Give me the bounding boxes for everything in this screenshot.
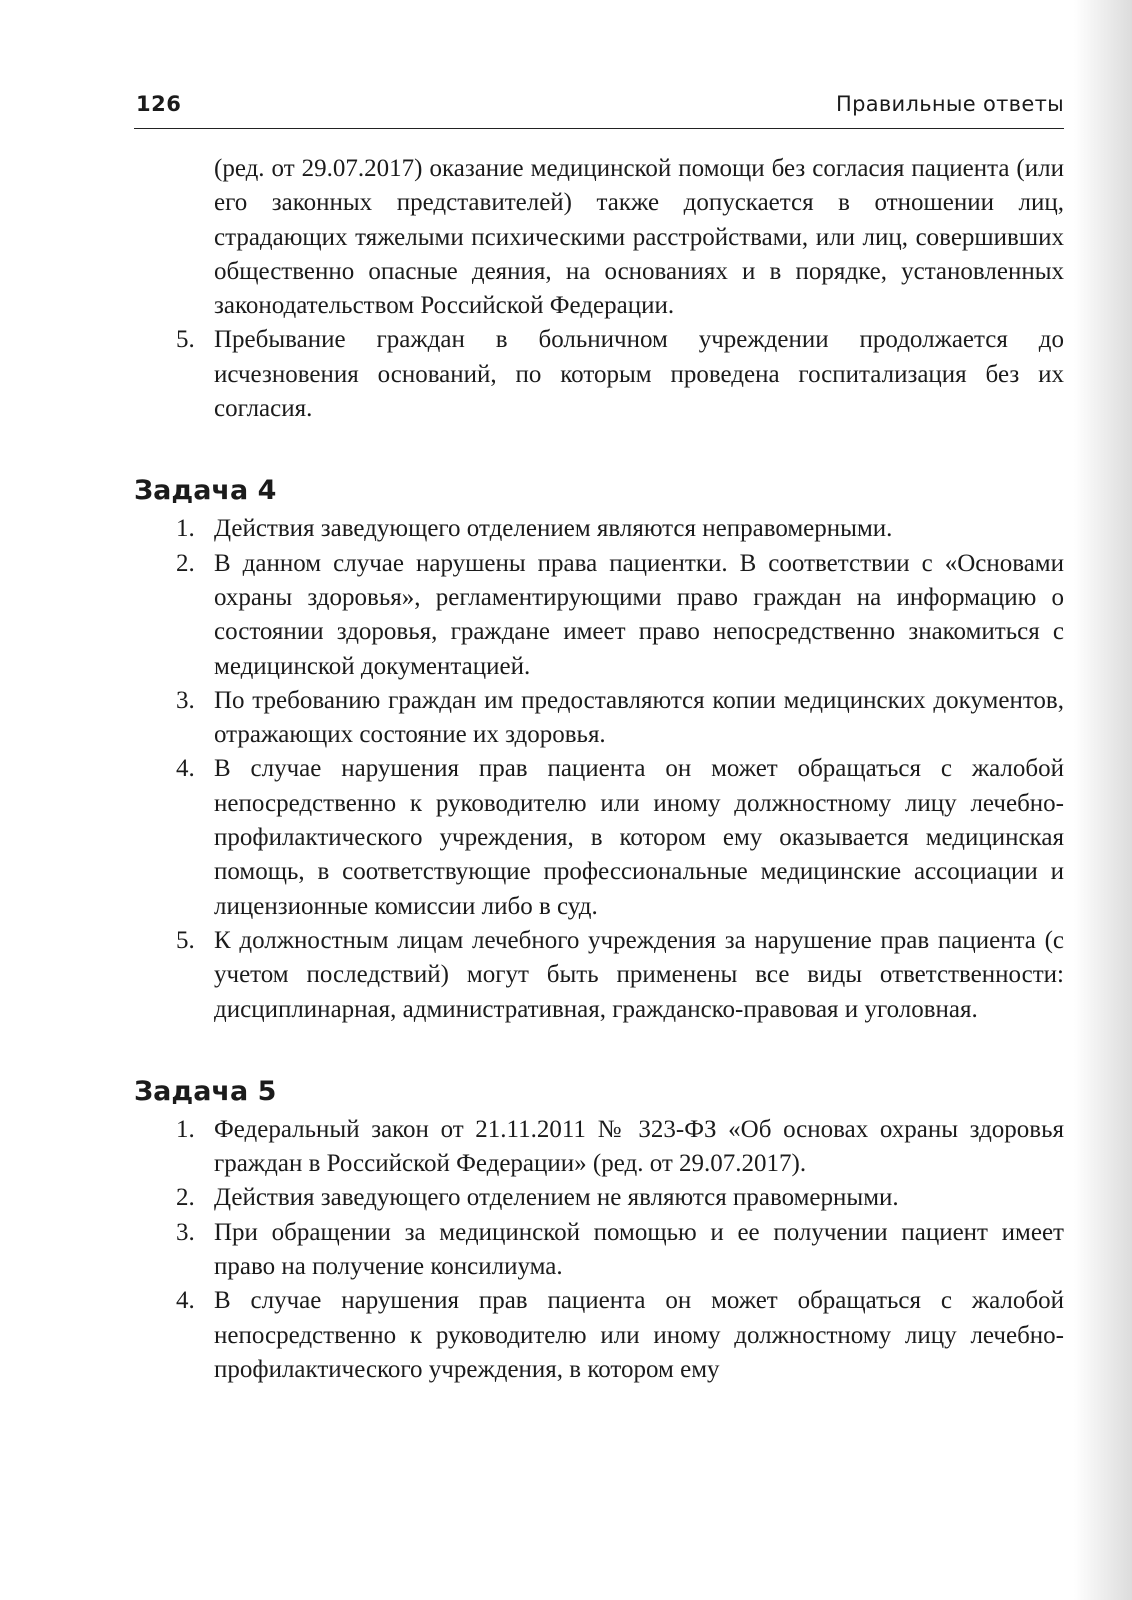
page-edge-shadow — [1074, 0, 1132, 1600]
header-rule — [134, 128, 1064, 129]
list-item — [134, 323, 1064, 426]
item-text: В случае нарушения прав пациента он может обращаться с жалобой непосредственно к руководителю или иному должностному лицу лечебно-профилактического учреждения, в котором ему — [214, 1287, 1064, 1383]
item-text: В случае нарушения прав пациента он может обращаться с жалобой непосредственно к руководителю или иному должностному лицу лечебно-профилактического учреждения, в котором ему оказывается медицинская помощь, в соответствующие профессиональные медицинские ассоциации и лицензионные комиссии либо в суд. — [214, 755, 1064, 920]
list-item — [134, 512, 1064, 546]
item-number: 1. — [176, 1115, 195, 1143]
task-5-answer-list — [134, 1113, 1064, 1387]
item-text: Действия заведующего отделением не являются правомерными. — [214, 1184, 899, 1212]
list-item — [134, 1216, 1064, 1285]
item-text: По требованию граждан им предоставляются копии медицинских документов, отражающих состояние их здоровья. — [214, 686, 1064, 749]
item-number: 1. — [176, 515, 195, 543]
section-heading-task-4: Задача 4 — [134, 475, 277, 507]
task-4-answer-list — [134, 512, 1064, 1026]
continued-answer-list — [134, 323, 1064, 426]
item-number: 5. — [176, 926, 195, 954]
item-number: 3. — [176, 686, 195, 714]
item-text: При обращении за медицинской помощью и ее получении пациент имеет право на получение консилиума. — [214, 1218, 1064, 1281]
page-number: 126 — [136, 92, 182, 116]
item-text: К должностным лицам лечебного учреждения за нарушение прав пациента (с учетом последствий) могут быть применены все виды ответственности: дисциплинарная, административная, гражданско-правовая и уголовная. — [214, 926, 1064, 1023]
item-number: 2. — [176, 1184, 195, 1212]
running-title: Правильные ответы — [835, 92, 1064, 116]
list-item — [134, 547, 1064, 684]
list-item — [134, 1181, 1064, 1215]
item-number: 5. — [176, 326, 195, 354]
item-text: Пребывание граждан в больничном учреждении продолжается до исчезновения оснований, по которым проведена госпитализация без их согласия. — [214, 326, 1064, 423]
list-item — [134, 1113, 1064, 1182]
list-item — [134, 752, 1064, 923]
list-item — [134, 684, 1064, 753]
continuation-paragraph: (ред. от 29.07.2017) оказание медицинской помощи без согласия пациента (или его законных представителей) также допускается в отношении лиц, страдающих тяжелыми психическими расстройствами, или лиц, совершивших общественно опасные деяния, на основаниях и в порядке, установленных законодательством Российской Федерации. — [214, 155, 1064, 320]
list-item — [134, 924, 1064, 1027]
item-text: В данном случае нарушены права пациентки. В соответствии с «Основами охраны здоровья», регламентирующими право граждан на информацию о состоянии здоровья, граждане имеет право непосредственно знакомиться с медицинской документацией. — [214, 549, 1064, 680]
item-number: 2. — [176, 549, 195, 577]
list-item — [134, 1284, 1064, 1387]
section-heading-task-5: Задача 5 — [134, 1075, 277, 1107]
item-number: 4. — [176, 755, 195, 783]
item-number: 4. — [176, 1287, 195, 1315]
page-header — [136, 88, 1064, 128]
item-number: 3. — [176, 1218, 195, 1246]
item-text: Действия заведующего отделением являются неправомерными. — [214, 515, 893, 543]
item-text: Федеральный закон от 21.11.2011 № 323-ФЗ «Об основах охраны здоровья граждан в Российской Федерации» (ред. от 29.07.2017). — [214, 1115, 1064, 1178]
page-content — [134, 152, 1064, 1387]
